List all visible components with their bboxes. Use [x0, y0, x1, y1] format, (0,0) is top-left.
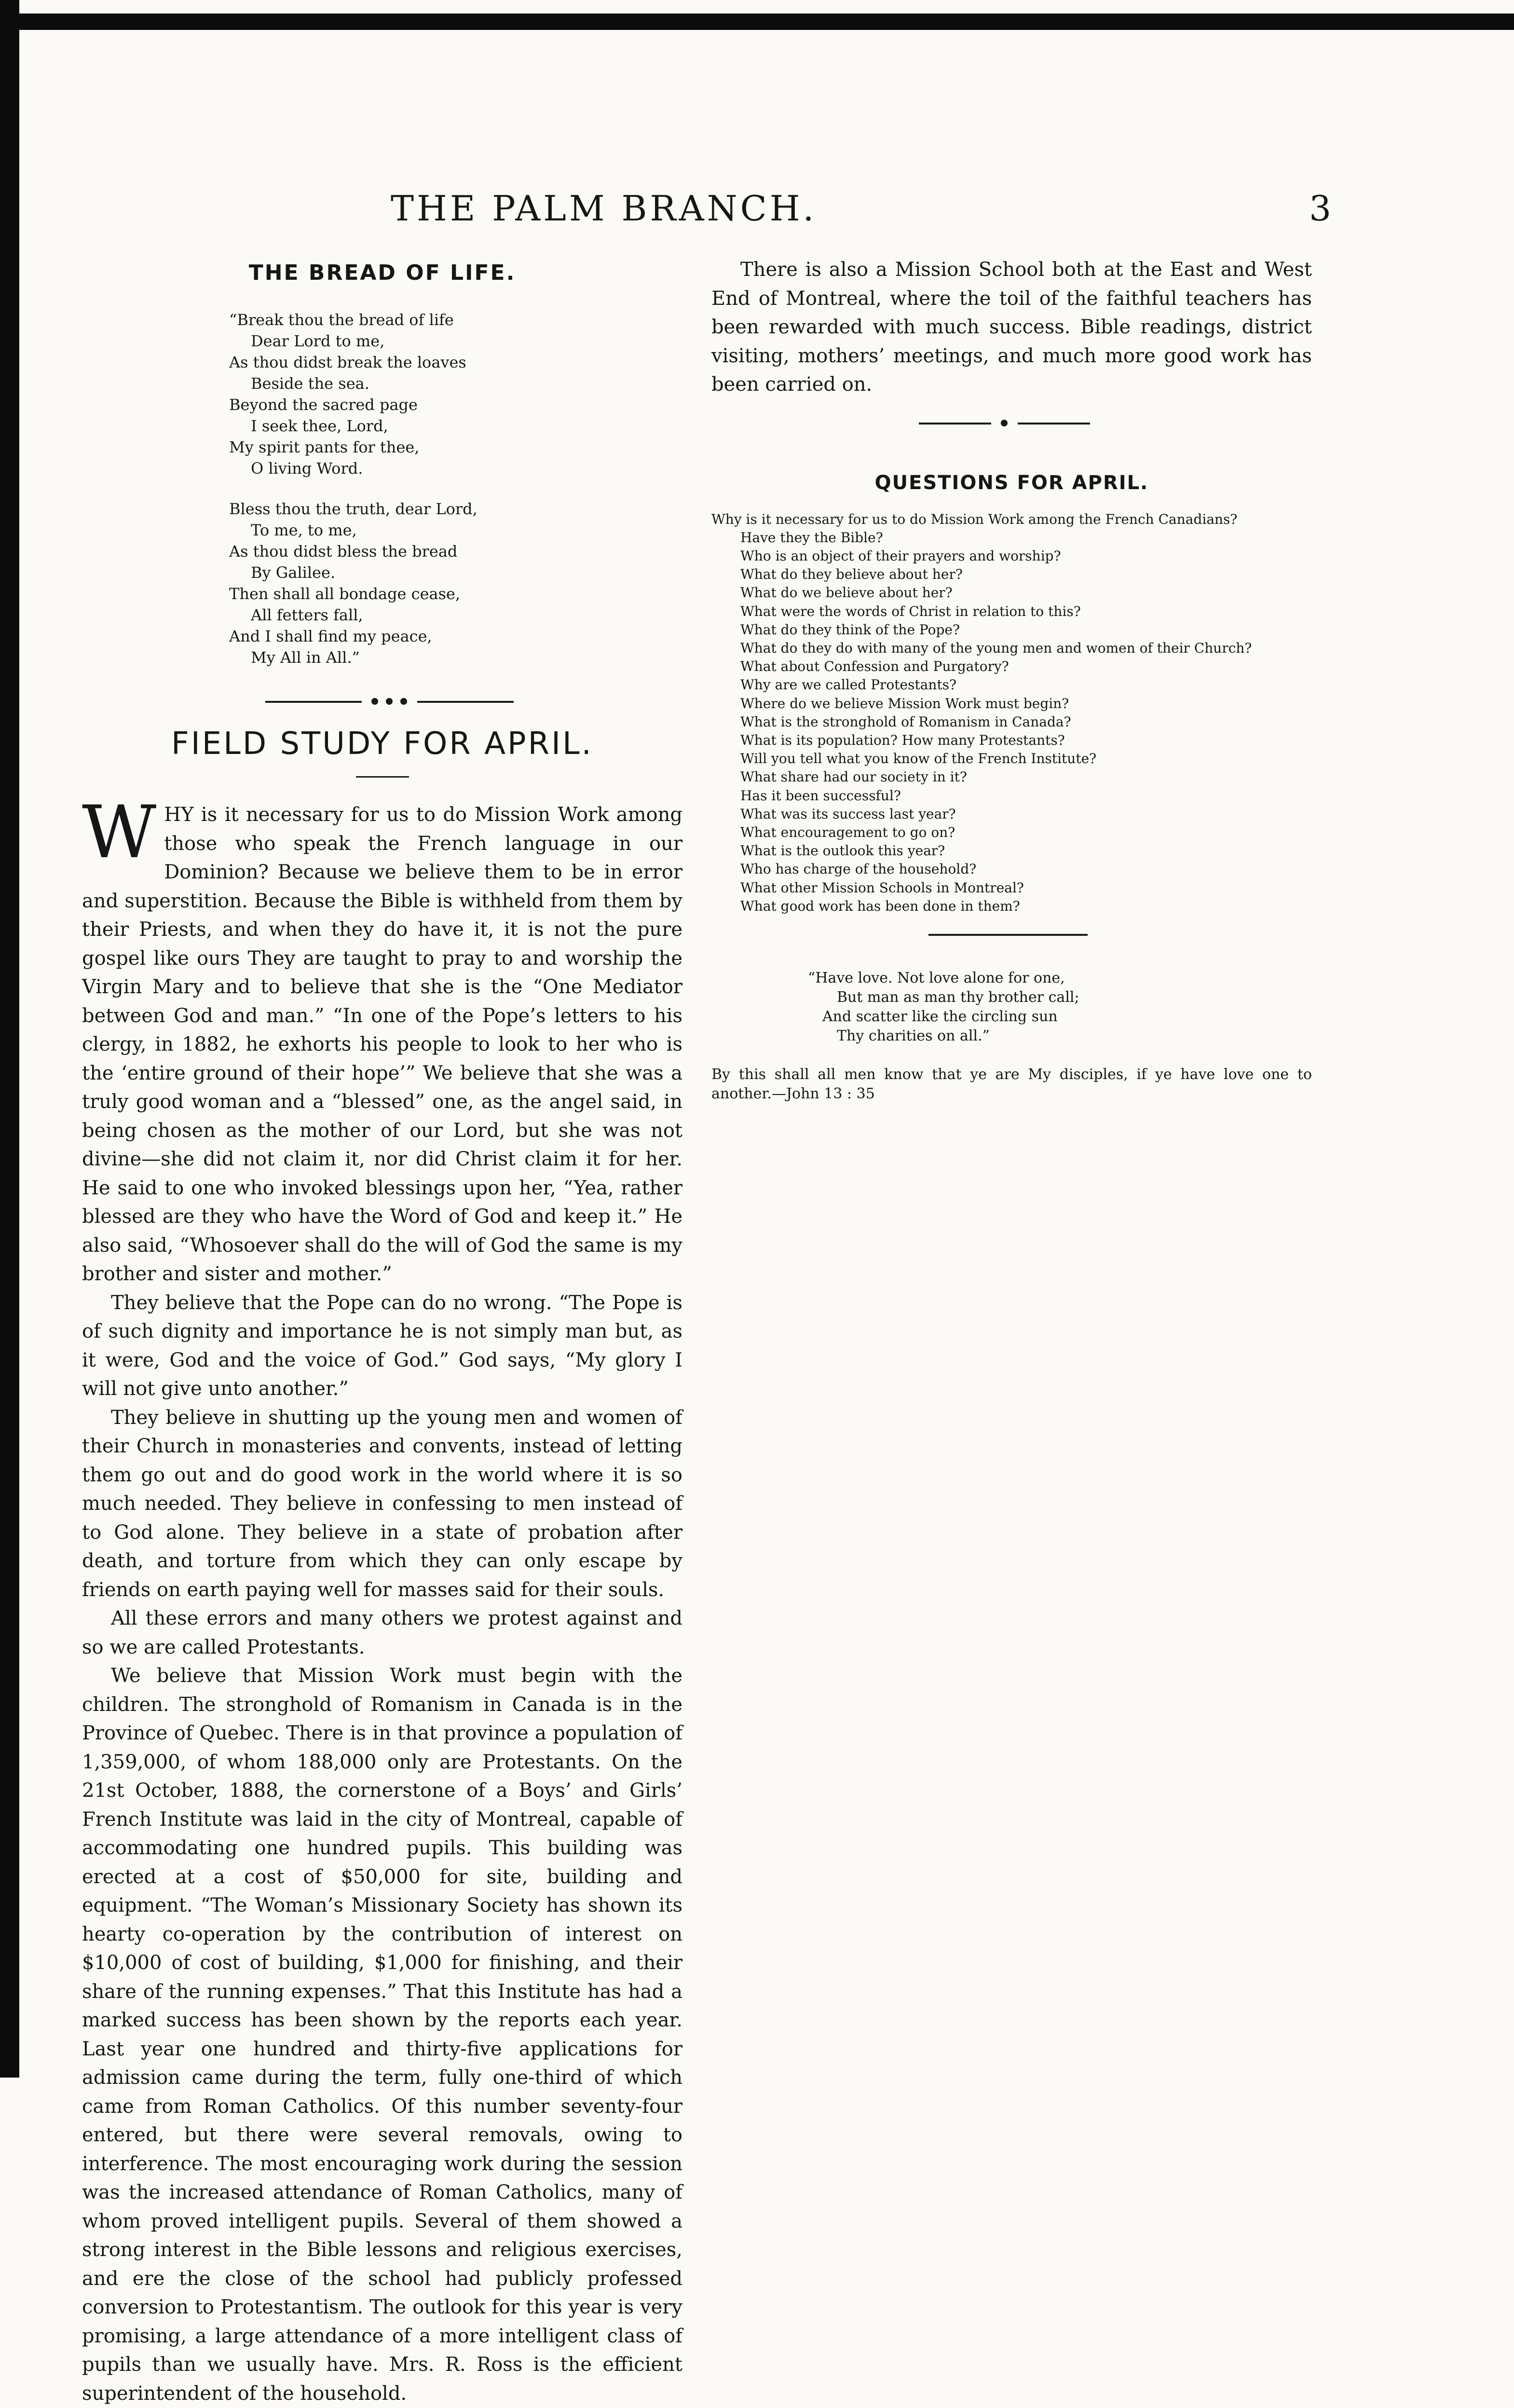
closing-verse	[808, 969, 1312, 1046]
question: What encouragement to go on?	[740, 824, 955, 840]
poem-stanza	[229, 309, 682, 479]
article-body-right	[711, 256, 1312, 399]
poem-line: All fetters fall,	[251, 606, 363, 624]
paragraph: WHY is it necessary for us to do Mission Work among those who speak the French language in our Dominion? Because we believe them to be in error and superstition. Because the Bible is withheld from them by their Priests, and when they do have it, it is not the pure gospel like ours They are taught to pray to and worship the Virgin Mary and to believe that she is the “One Mediator between God and man.” “In one of the Pope’s letters to his clergy, in 1882, he exhorts his people to look to her who is the ‘entire ground of their hope’” We believe that she was a truly good woman and a “blessed” one, as the angel said, in being chosen as the mother of our Lord, but she was not divine—she did not claim it, nor did Christ claim it for her. He said to one who invoked blessings upon her, “Yea, rather blessed are they who have the Word of God and keep it.” He also said, “Whosoever shall do the will of God the same is my brother and sister and mother.”	[82, 791, 682, 1285]
title-rule	[356, 776, 409, 778]
question: Has it been successful?	[740, 787, 901, 804]
question: Why are we called Protestants?	[740, 677, 957, 693]
section-title: FIELD STUDY FOR APRIL.	[171, 726, 593, 762]
questions-list	[711, 510, 1312, 916]
page-header	[309, 188, 1331, 236]
verse-line: “Have love. Not love alone for one,	[808, 969, 1065, 986]
poem-line: By Galilee.	[251, 563, 336, 582]
poem-line: As thou didst bless the bread	[229, 542, 458, 561]
question: What good work has been done in them?	[740, 898, 1020, 914]
question: Will you tell what you know of the French Institute?	[740, 751, 1097, 767]
question: What is the stronghold of Romanism in Canada?	[740, 713, 1071, 730]
paragraph: They believe in shutting up the young men and women of their Church in monasteries and convents, instead of letting them go out and do good work in the world where it is so much needed. They believe in confessing to men instead of to God alone. They believe in a state of probation after death, and torture from which they can only escape by friends on earth paying well for masses said for their souls.	[82, 1406, 682, 1601]
top-border	[14, 14, 1514, 30]
question: What do they think of the Pope?	[740, 621, 960, 638]
question: What was its success last year?	[740, 806, 956, 822]
question: Have they the Bible?	[740, 529, 883, 546]
question: What were the words of Christ in relation to this?	[740, 603, 1081, 619]
poem-line: My All in All.”	[251, 648, 360, 667]
question: Who is an object of their prayers and worship?	[740, 547, 1061, 564]
question: What share had our society in it?	[740, 769, 967, 785]
poem-line: Bless thou the truth, dear Lord,	[229, 500, 477, 518]
left-column	[82, 260, 682, 2405]
paragraph: All these errors and many others we protest against and so we are called Protestants.	[82, 1607, 682, 1658]
left-border	[0, 0, 19, 2078]
question: What do we believe about her?	[740, 585, 953, 601]
poem-line: My spirit pants for thee,	[229, 438, 420, 456]
poem-line: Beyond the sacred page	[229, 396, 418, 414]
poem-line: Dear Lord to me,	[251, 332, 385, 350]
poem-stanza	[229, 498, 682, 668]
question: What is the outlook this year?	[740, 843, 945, 859]
verse-line: Thy charities on all.”	[837, 1027, 990, 1044]
question: What do they believe about her?	[740, 566, 963, 583]
page-number: 3	[1309, 188, 1331, 229]
ornament-divider	[711, 925, 1312, 944]
paragraph: They believe that the Pope can do no wrong. “The Pope is of such dignity and importance he is not simply man but, as it were, God and the voice of God.” God says, “My glory I will not give unto another.”	[82, 1291, 682, 1400]
article-body-left	[82, 791, 682, 2405]
poem-line: Then shall all bondage cease,	[229, 585, 461, 603]
question: What do they do with many of the young men and women of their Church?	[740, 640, 1252, 656]
poem-line: And I shall find my peace,	[229, 627, 432, 645]
questions-title: QUESTIONS FOR APRIL.	[874, 471, 1149, 494]
drop-cap: W	[82, 791, 157, 875]
verse-line: And scatter like the circling sun	[822, 1008, 1058, 1025]
paragraph: There is also a Mission School both at the East and West End of Montreal, where the toil of the faithful teachers has been rewarded with much success. Bible readings, district visiting, mothers’ meetings, and much more good work has been carried on.	[711, 259, 1312, 396]
ornament-divider	[711, 409, 1312, 438]
poem-line: To me, to me,	[251, 521, 357, 539]
verse-line: But man as man thy brother call;	[837, 988, 1079, 1006]
poem-line: Beside the sea.	[251, 374, 369, 393]
question: What other Mission Schools in Montreal?	[740, 879, 1024, 896]
right-column	[711, 256, 1312, 1104]
poem-line: O living Word.	[251, 459, 363, 478]
poem-title: THE BREAD OF LIFE.	[248, 260, 516, 285]
question: Where do we believe Mission Work must begin?	[740, 695, 1069, 711]
poem-line: “Break thou the bread of life	[229, 311, 454, 329]
poem-line: As thou didst break the loaves	[229, 353, 466, 371]
question: What about Confession and Purgatory?	[740, 658, 1009, 675]
scripture-quote: By this shall all men know that ye are My disciples, if ye have love one to another.—John 13 : 35	[711, 1066, 1312, 1102]
question: Why is it necessary for us to do Mission Work among the French Canadians?	[711, 511, 1238, 527]
ornament-divider	[82, 687, 682, 716]
question: Who has charge of the household?	[740, 861, 977, 877]
poem	[229, 309, 682, 668]
question: What is its population? How many Protestants?	[740, 732, 1065, 748]
running-title: THE PALM BRANCH.	[391, 188, 817, 229]
poem-line: I seek thee, Lord,	[251, 417, 388, 435]
paragraph: We believe that Mission Work must begin with the children. The stronghold of Romanism in Canada is in the Province of Quebec. There is in that province a population of 1,359,000, of whom 188,000 only are Protestants. On the 21st October, 1888, the cornerstone of a Boys’ and Girls’ French Institute was laid in the city of Montreal, capable of accommodating one hundred pupils. This building was erected at a cost of $50,000 for site, building and equipment. “The Woman’s Missionary Society has shown its hearty co-operation by the contribution of interest on $10,000 of cost of building, $1,000 for finishing, and their share of the running expenses.” That this Institute has had a marked success has been shown by the reports each year. Last year one hundred and thirty-five applications for admission came during the term, fully one-third of which came from Roman Catholics. Of this number seventy-four entered, but there were several removals, owing to interference. The most encouraging work during the session was the increased attendance of Roman Catholics, many of whom proved intelligent pupils. Several of them showed a strong interest in the Bible lessons and religious exercises, and ere the close of the school had publicly professed conversion to Protestantism. The outlook for this year is very promising, a large attendance of a more intelligent class of pupils than we usually have. Mrs. R. Ross is the efficient superintendent of the household.	[82, 1665, 682, 2405]
